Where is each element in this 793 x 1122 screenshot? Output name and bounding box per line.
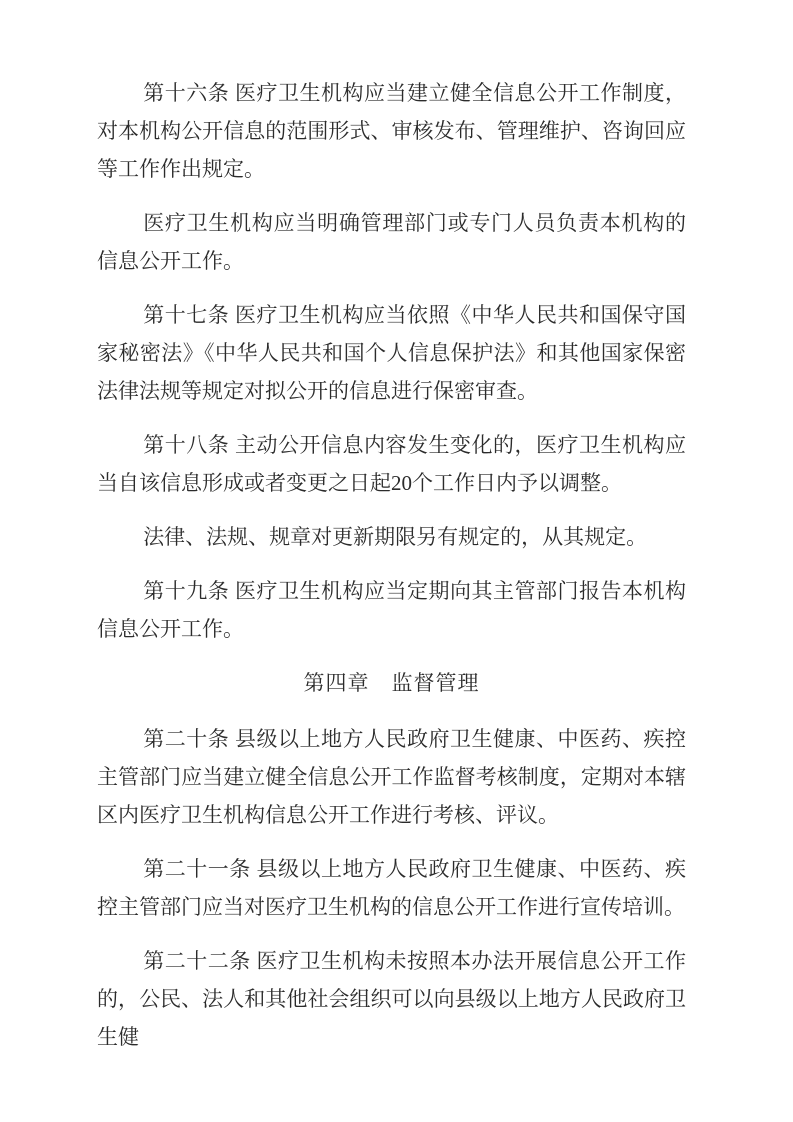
paragraph-article-19: 第十九条 医疗卫生机构应当定期向其主管部门报告本机构信息公开工作。 bbox=[97, 579, 686, 641]
paragraph-article-21: 第二十一条 县级以上地方人民政府卫生健康、中医药、疾控主管部门应当对医疗卫生机构的信息公开工作进行宣传培训。 bbox=[97, 857, 686, 919]
paragraph-article-18-clause-2: 法律、法规、规章对更新期限另有规定的，从其规定。 bbox=[143, 525, 648, 549]
chapter-heading-chapter-4: 第四章 监督管理 bbox=[303, 671, 480, 695]
document-body bbox=[97, 74, 686, 1072]
paragraph-article-22: 第二十二条 医疗卫生机构未按照本办法开展信息公开工作的，公民、法人和其他社会组织可以向县级以上地方人民政府卫生健 bbox=[97, 949, 686, 1049]
paragraph-article-16: 第十六条 医疗卫生机构应当建立健全信息公开工作制度，对本机构公开信息的范围形式、审核发布、管理维护、咨询回应等工作作出规定。 bbox=[97, 81, 686, 181]
paragraph-article-16-clause-2: 医疗卫生机构应当明确管理部门或专门人员负责本机构的信息公开工作。 bbox=[97, 211, 686, 273]
paragraph-article-20: 第二十条 县级以上地方人民政府卫生健康、中医药、疾控主管部门应当建立健全信息公开工作监督考核制度，定期对本辖区内医疗卫生机构信息公开工作进行考核、评议。 bbox=[97, 727, 686, 827]
paragraph-article-18: 第十八条 主动公开信息内容发生变化的，医疗卫生机构应当自该信息形成或者变更之日起20个工作日内予以调整。 bbox=[97, 433, 686, 495]
paragraph-article-17: 第十七条 医疗卫生机构应当依照《中华人民共和国保守国家秘密法》《中华人民共和国个人信息保护法》和其他国家保密法律法规等规定对拟公开的信息进行保密审查。 bbox=[97, 303, 686, 403]
